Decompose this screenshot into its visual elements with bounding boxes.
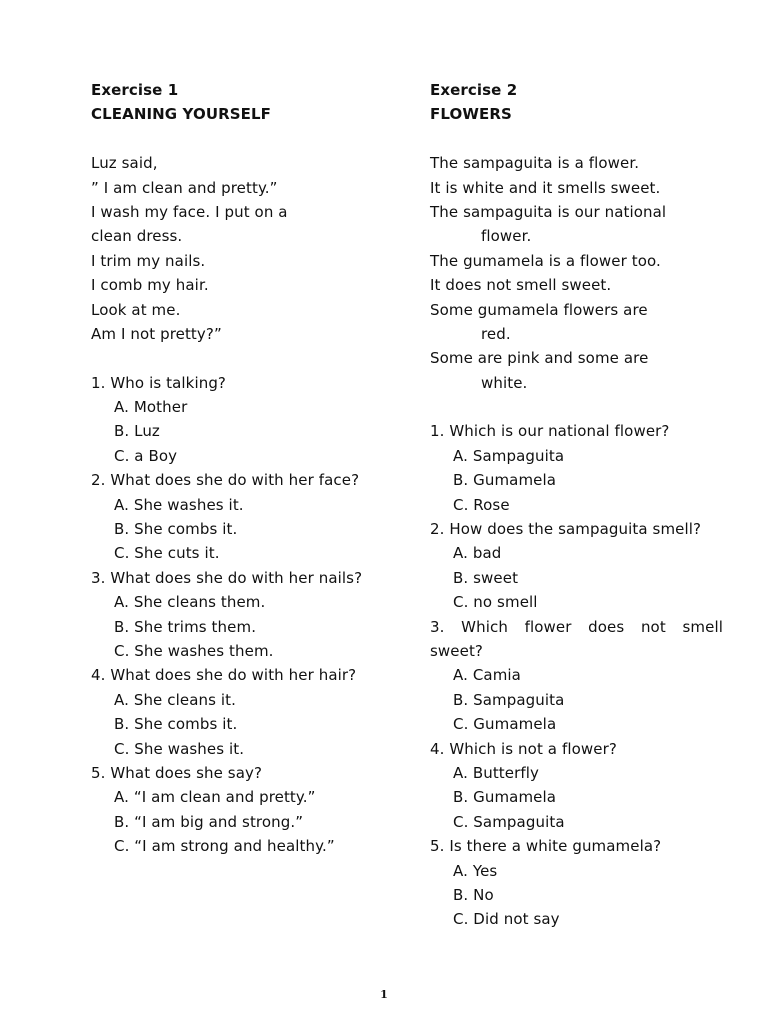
question-word: smell	[682, 617, 723, 636]
page-number: 1	[380, 988, 388, 1001]
answer-option: C. Rose	[453, 495, 510, 514]
question-word: Which	[461, 617, 508, 636]
story-line: Some gumamela flowers are	[430, 300, 648, 319]
story-line: white.	[481, 373, 528, 392]
answer-option: C. Gumamela	[453, 715, 557, 734]
question-3: 3. What does she do with her nails?	[91, 568, 363, 587]
story-line: ” I am clean and pretty.”	[91, 178, 278, 197]
story-line: flower.	[481, 227, 532, 246]
answer-option: A. Yes	[453, 861, 498, 880]
spacer	[91, 346, 391, 370]
answer-option: C. Did not say	[453, 910, 560, 929]
answer-option: A. Camia	[453, 666, 521, 685]
story-line: I comb my hair.	[91, 276, 209, 295]
question-4: 4. What does she do with her hair?	[91, 666, 357, 685]
answer-option: C. a Boy	[114, 446, 178, 465]
question-2: 2. What does she do with her face?	[91, 471, 360, 490]
answer-option: C. “I am strong and healthy.”	[114, 837, 335, 856]
answer-option: C. She washes them.	[114, 641, 274, 660]
answer-option: B. Gumamela	[453, 471, 557, 490]
answer-option: B. sweet	[453, 568, 519, 587]
answer-option: C. Sampaguita	[453, 812, 565, 831]
answer-option: C. no smell	[453, 593, 538, 612]
story-line: The sampaguita is a flower.	[430, 154, 640, 173]
answer-option: C. She washes it.	[114, 739, 245, 758]
question-word: 3.	[430, 617, 445, 636]
answer-option: A. Butterfly	[453, 763, 540, 782]
answer-option: B. She combs it.	[114, 715, 238, 734]
answer-option: A. bad	[453, 544, 502, 563]
spacer	[91, 127, 391, 151]
answer-option: B. She combs it.	[114, 520, 238, 539]
answer-option: B. Sampaguita	[453, 690, 565, 709]
answer-option: B. She trims them.	[114, 617, 257, 636]
question-3-continued: sweet?	[430, 641, 483, 660]
story-line: The sampaguita is our national	[430, 202, 667, 221]
answer-option: B. Gumamela	[453, 788, 557, 807]
story-line: I trim my nails.	[91, 251, 206, 270]
exercise-2-column	[430, 78, 723, 932]
story-line: I wash my face. I put on a	[91, 202, 288, 221]
answer-option: C. She cuts it.	[114, 544, 220, 563]
question-2: 2. How does the sampaguita smell?	[430, 520, 702, 539]
story-line: red.	[481, 324, 511, 343]
story-line: clean dress.	[91, 227, 183, 246]
question-word: flower	[524, 617, 572, 636]
exercise-1-column	[91, 78, 391, 859]
question-3	[430, 615, 723, 639]
question-1: 1. Who is talking?	[91, 373, 226, 392]
story-line: It does not smell sweet.	[430, 276, 612, 295]
story-line: Am I not pretty?”	[91, 324, 222, 343]
spacer	[430, 127, 723, 151]
question-word: does	[588, 617, 625, 636]
answer-option: A. Mother	[114, 398, 188, 417]
exercise-2-title: FLOWERS	[430, 105, 512, 124]
answer-option: A. She washes it.	[114, 495, 244, 514]
exercise-2-label: Exercise 2	[430, 81, 518, 99]
question-5: 5. What does she say?	[91, 763, 263, 782]
exercise-1-title: CLEANING YOURSELF	[91, 105, 272, 124]
question-word: not	[640, 617, 666, 636]
question-1: 1. Which is our national flower?	[430, 422, 670, 441]
story-line: It is white and it smells sweet.	[430, 178, 661, 197]
answer-option: A. She cleans it.	[114, 690, 237, 709]
spacer	[430, 395, 723, 419]
answer-option: B. “I am big and strong.”	[114, 812, 304, 831]
answer-option: A. “I am clean and pretty.”	[114, 788, 316, 807]
answer-option: A. She cleans them.	[114, 593, 266, 612]
story-line: Some are pink and some are	[430, 349, 649, 368]
answer-option: A. Sampaguita	[453, 446, 565, 465]
question-4: 4. Which is not a flower?	[430, 739, 617, 758]
answer-option: B. Luz	[114, 422, 160, 441]
exercise-1-label: Exercise 1	[91, 81, 179, 99]
question-5: 5. Is there a white gumamela?	[430, 837, 662, 856]
story-line: The gumamela is a flower too.	[430, 251, 661, 270]
story-line: Look at me.	[91, 300, 181, 319]
answer-option: B. No	[453, 885, 494, 904]
story-line: Luz said,	[91, 154, 158, 173]
